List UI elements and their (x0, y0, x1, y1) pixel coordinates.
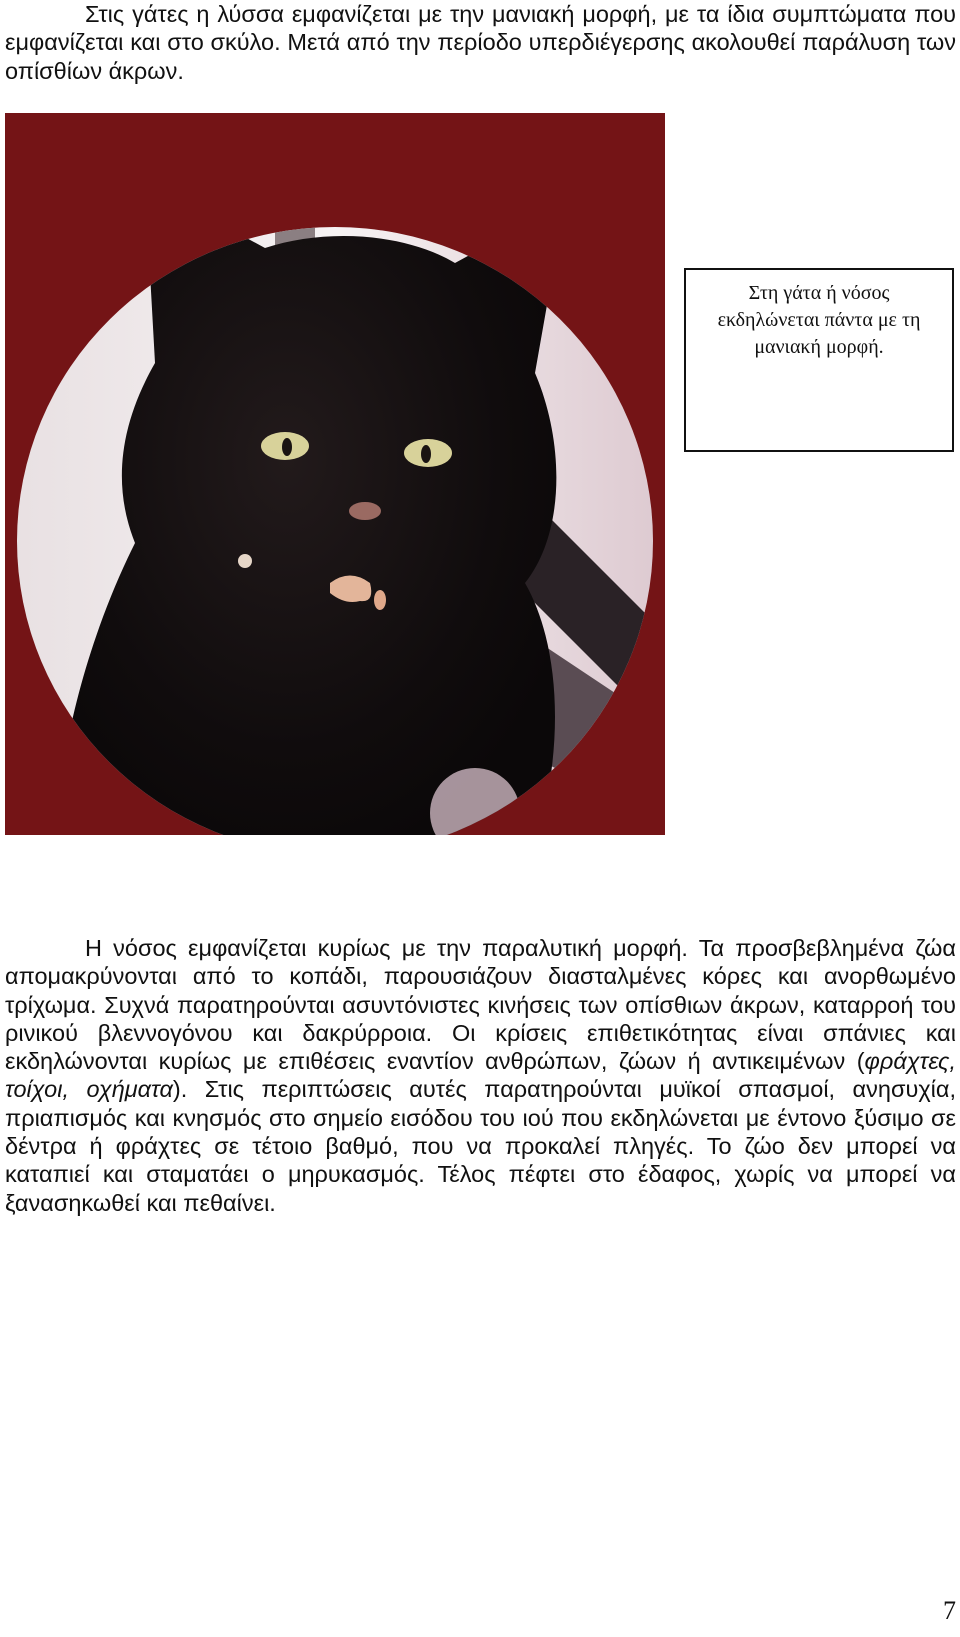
photo-caption-box (684, 268, 954, 452)
main-paragraph-text-1: Η νόσος εμφανίζεται κυρίως με την παραλυτική μορφή. Τα προσβεβλημένα ζώα απομακρύνονται από το κοπάδι, παρουσιάζουν διασταλμένες κόρες και ανορθωμένο τρίχωμα. Συχνά παρατηρούνται ασυντόνιστες κινήσεις των οπίσθιων άκρων, καταρροή του ρινικού βλεννογόνου και δακρύρροια. Οι κρίσεις επιθετικότητας είναι σπάνιες και εκδηλώνονται κυρίως με επιθέσεις εναντίον ανθρώπων, ζώων ή αντικειμένων ( (5, 935, 956, 1075)
page-number: 7 (943, 1596, 956, 1625)
photo-caption: Στη γάτα ή νόσος εκδηλώνεται πάντα με τη μανιακή μορφή. (717, 282, 921, 358)
main-paragraph-italic-examples: φράχτες, τοίχοι, οχήματα (5, 1048, 956, 1103)
main-paragraph-text-2: ). Στις περιπτώσεις αυτές παρατηρούνται μυϊκοί σπασμοί, ανησυχία, πριαπισμός και κνησμός στο σημείο εισόδου του ιού που εκδηλώνεται με έντονο ξύσιμο σε δέντρα ή φράχτες σε τέτοιο βαθμό, που να προκαλεί πληγές. Το ζώο δεν μπορεί να καταπιεί και σταματάει ο μηρυκασμός. Τέλος πέφτει στο έδαφος, χωρίς να μπορεί να ξανασηκωθεί και πεθαίνει. (5, 1076, 956, 1216)
intro-paragraph: Στις γάτες η λύσσα εμφανίζεται με την μανιακή μορφή, με τα ίδια συμπτώματα που εμφανίζεται και στο σκύλο. Μετά από την περίοδο υπερδιέγερσης ακολουθεί παράλυση των οπίσθίων άκρων. (5, 1, 956, 84)
main-paragraph (5, 934, 956, 1217)
rabid-cat-photo (5, 113, 665, 835)
